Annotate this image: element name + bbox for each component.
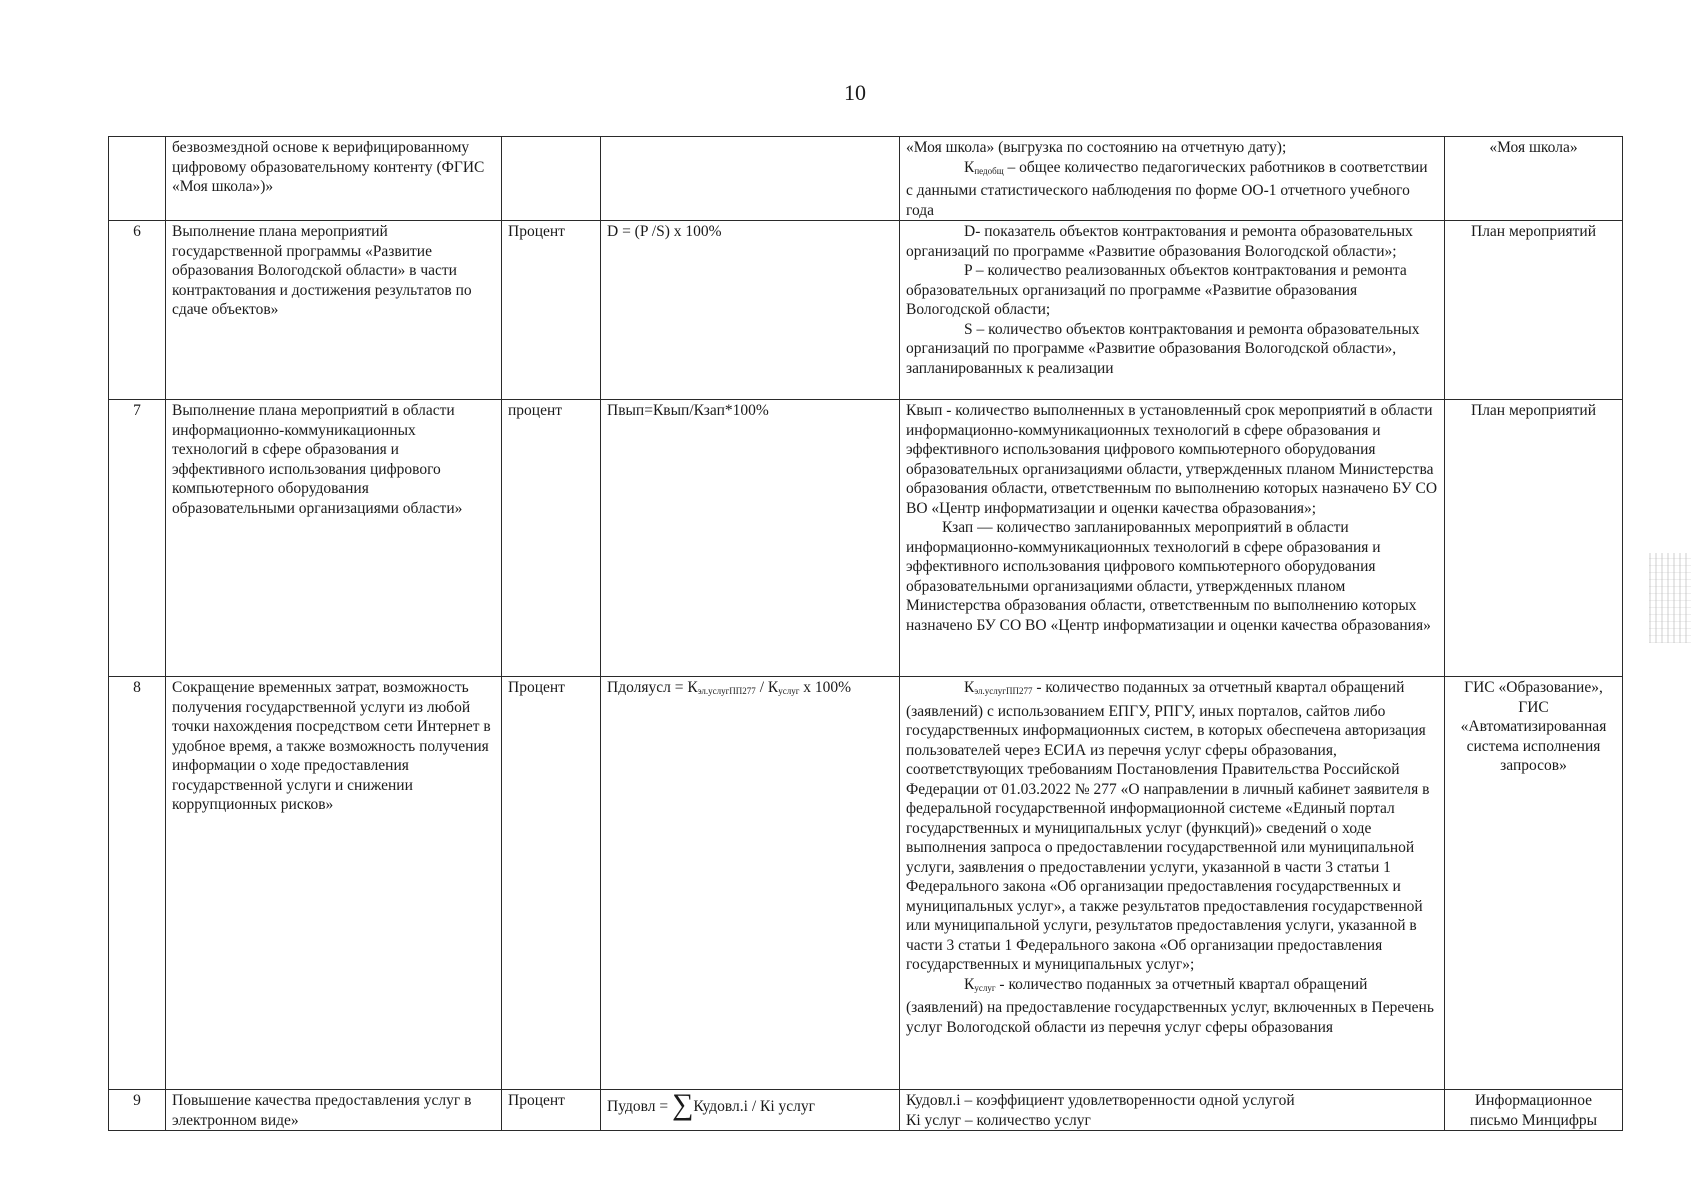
description-line: Квып - количество выполненных в установленный срок мероприятий в области информационно-коммуникационных технологий в сфере образования и эффективного использования цифрового компьютерного оборудования образовательных организациями области, утвержденных планом Министерства образования области, ответственным по выполнению которых назначено БУ СО ВО «Центр информатизации и оценки качества образования»; <box>906 402 1438 517</box>
row-number: 7 <box>109 400 166 677</box>
data-source: План мероприятий <box>1445 400 1623 677</box>
k-symbol: К <box>964 679 975 696</box>
description-line: S – количество объектов контрактования и ремонта образовательных организаций по программе «Развитие образования Вологодской области», запланированных к реализации <box>906 320 1420 377</box>
row-number: 9 <box>109 1090 166 1131</box>
formula-subscript: эл.услугПП277 <box>697 686 756 696</box>
description <box>900 137 1445 221</box>
formula-right: Кудовл.i / Кi услуг <box>693 1098 816 1115</box>
indicator-name: Выполнение плана мероприятий в области информационно-коммуникационных технологий в сфере образования и эффективного использования цифрового компьютерного оборудования образовательными организациями области» <box>166 400 502 677</box>
unit: процент <box>502 400 601 677</box>
formula-mid: / К <box>755 679 779 696</box>
description-line: Кзап — количество запланированных мероприятий в области информационно-коммуникационных технологий в сфере образования и эффективного использования цифрового компьютерного оборудования образовательными организациями области, утвержденных планом Министерства образования области, ответственным по выполнению которых назначено БУ СО ВО «Центр информатизации и оценки качества образования» <box>906 519 1431 634</box>
formula <box>601 1090 900 1131</box>
formula-subscript: услуг <box>778 686 800 696</box>
description-line: Кудовл.i – коэффициент удовлетворенности одной услугой <box>906 1092 1295 1109</box>
row-number: 8 <box>109 677 166 1090</box>
formula-left: Пудовл = <box>607 1098 672 1115</box>
table-row <box>109 1090 1623 1131</box>
description-line <box>906 975 1438 1038</box>
sigma-symbol: ∑ <box>671 1088 694 1121</box>
description-line: D- показатель объектов контрактования и ремонта образовательных организаций по программе «Развитие образования Вологодской области»; <box>906 223 1413 260</box>
unit: Процент <box>502 221 601 400</box>
formula: D = (P /S) x 100% <box>601 221 900 400</box>
unit: Процент <box>502 677 601 1090</box>
data-source: Информационное письмо Минцифры <box>1445 1090 1623 1131</box>
table-row <box>109 677 1623 1090</box>
row-number <box>109 137 166 221</box>
description-text: общее количество педагогических работников в соответствии с данными статистического наблюдения по форме ОО-1 отчетного учебного года <box>906 158 1428 219</box>
description-line <box>906 158 1438 221</box>
formula-prefix: Пдоляусл = К <box>607 679 698 696</box>
table-row <box>109 400 1623 677</box>
data-source: План мероприятий <box>1445 221 1623 400</box>
k-symbol: К <box>964 158 975 176</box>
formula <box>601 677 900 1090</box>
formula-suffix: х 100% <box>799 679 852 696</box>
indicator-name: Выполнение плана мероприятий государственной программы «Развитие образования Вологодской области» в части контрактования и достижения результатов по сдаче объектов» <box>166 221 502 400</box>
k-subscript: педобщ <box>974 165 1004 176</box>
indicators-table <box>108 136 1623 1131</box>
description <box>900 221 1445 400</box>
table-row <box>109 137 1623 221</box>
table-row <box>109 221 1623 400</box>
indicator-name: Сокращение временных затрат, возможность получения государственной услуги из любой точки нахождения посредством сети Интернет в удобное время, а также возможность получения информации о ходе предоставления государственной услуги и снижении коррупционных рисков» <box>166 677 502 1090</box>
row-number: 6 <box>109 221 166 400</box>
unit <box>502 137 601 221</box>
k-symbol: К <box>964 975 975 993</box>
data-source: ГИС «Образование», ГИС «Автоматизированная система исполнения запросов» <box>1445 677 1623 1090</box>
indicator-name: безвозмездной основе к верифицированному цифровому образовательному контенту (ФГИС «Моя школа»)» <box>166 137 502 221</box>
k-subscript: эл.услугПП277 <box>974 686 1033 696</box>
k-subscript: услуг <box>974 982 996 993</box>
description-line <box>906 678 1438 975</box>
scan-noise <box>1649 553 1691 643</box>
description-text: - количество поданных за отчетный квартал обращений (заявлений) с использованием ЕПГУ, РПГУ, иных порталов, сайтов либо государственных информационных систем, в которых обеспечена авторизация пользователей через ЕСИА из перечня услуг сферы образования, соответствующих требованиям Постановления Правительства Российской Федерации от 01.03.2022 № 277 «О направлении в личный кабинет заявителя в федеральной государственной информационной системе «Единый портал государственных и муниципальных услуг (функций)» сведений о ходе выполнения запроса о предоставлении государственной или муниципальной услуги, заявления о предоставлении услуги, указанной в части 3 статьи 1 Федерального закона «Об организации предоставления государственных и муниципальных услуг», а также результатов предоставления государственной или муниципальной услуги, результатов предоставления услуги, указанной в части 3 статьи 1 Федерального закона «Об организации предоставления государственных и муниципальных услуг»; <box>906 679 1430 973</box>
description-line: Кi услуг – количество услуг <box>906 1111 1091 1129</box>
description-line: «Моя школа» (выгрузка по состоянию на отчетную дату); <box>906 139 1287 156</box>
description <box>900 400 1445 677</box>
formula <box>601 137 900 221</box>
data-source: «Моя школа» <box>1445 137 1623 221</box>
description-line: P – количество реализованных объектов контрактования и ремонта образовательных организаций по программе «Развитие образования Вологодской области; <box>906 262 1407 318</box>
description <box>900 677 1445 1090</box>
page-number: 10 <box>844 80 866 105</box>
formula: Пвып=Квып/Кзап*100% <box>601 400 900 677</box>
description-text: - количество поданных за отчетный квартал обращений (заявлений) на предоставление государственных услуг, включенных в Перечень услуг Вологодской области из перечня услуг сферы образования <box>906 975 1434 1036</box>
description <box>900 1090 1445 1131</box>
dash: – <box>1003 158 1020 176</box>
indicator-name: Повышение качества предоставления услуг в электронном виде» <box>166 1090 502 1131</box>
unit: Процент <box>502 1090 601 1131</box>
